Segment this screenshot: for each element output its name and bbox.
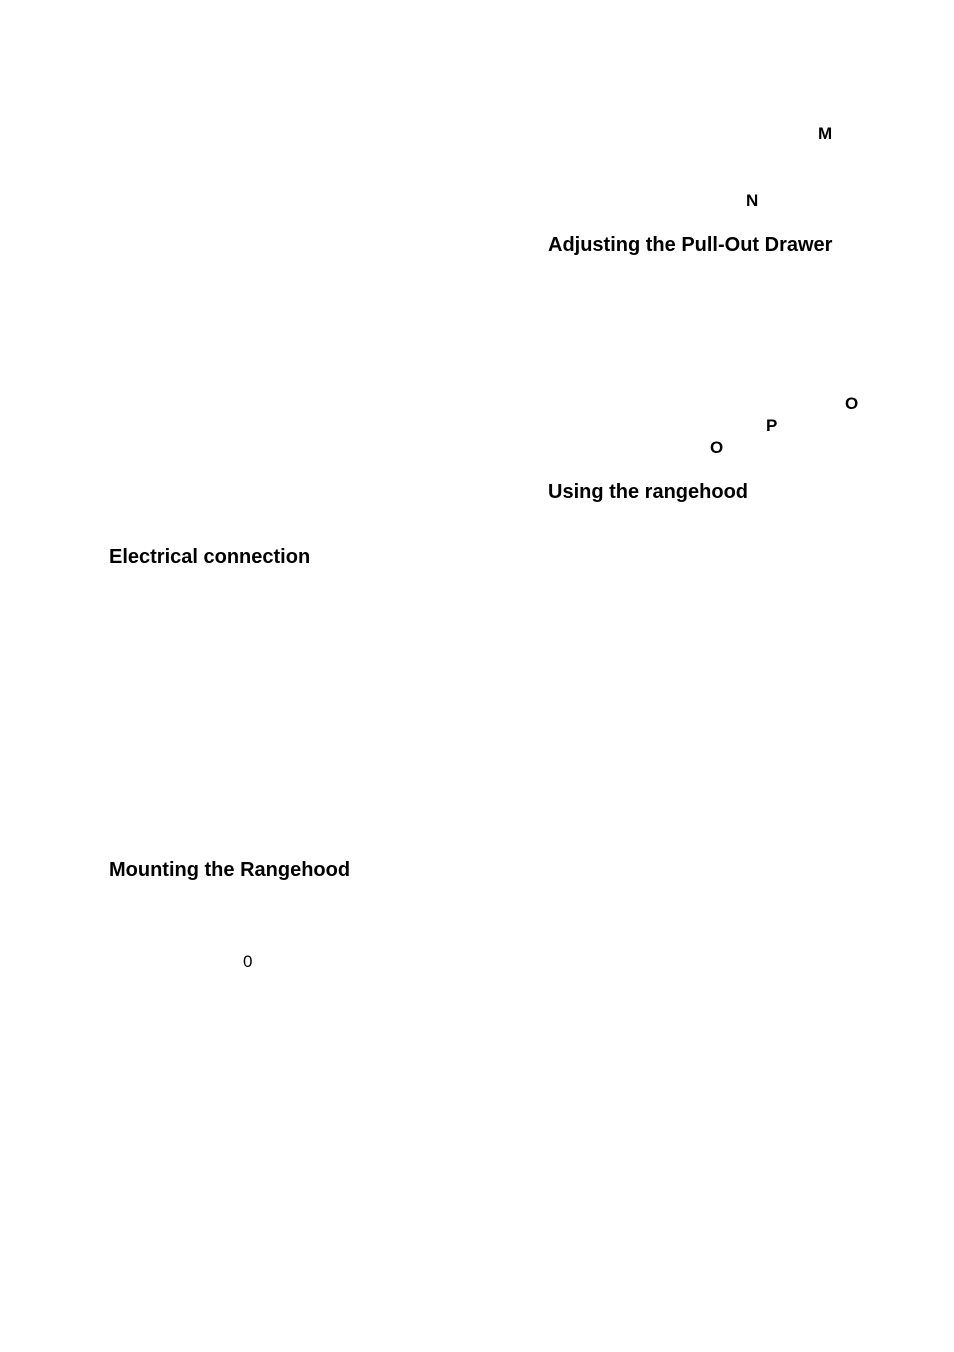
callout-label-p: P (766, 416, 778, 435)
callout-label-n: N (746, 191, 759, 210)
heading-electrical-connection: Electrical connection (109, 546, 311, 568)
mounting-value-text: 0 (243, 952, 253, 971)
heading-mounting-the-rangehood: Mounting the Rangehood (109, 859, 351, 881)
heading-adjusting-pull-out-drawer: Adjusting the Pull-Out Drawer (548, 234, 833, 256)
callout-label-m: M (818, 124, 833, 143)
callout-label-o-upper: O (845, 394, 859, 413)
heading-using-the-rangehood: Using the rangehood (548, 481, 748, 503)
callout-label-o-lower: O (710, 438, 724, 457)
